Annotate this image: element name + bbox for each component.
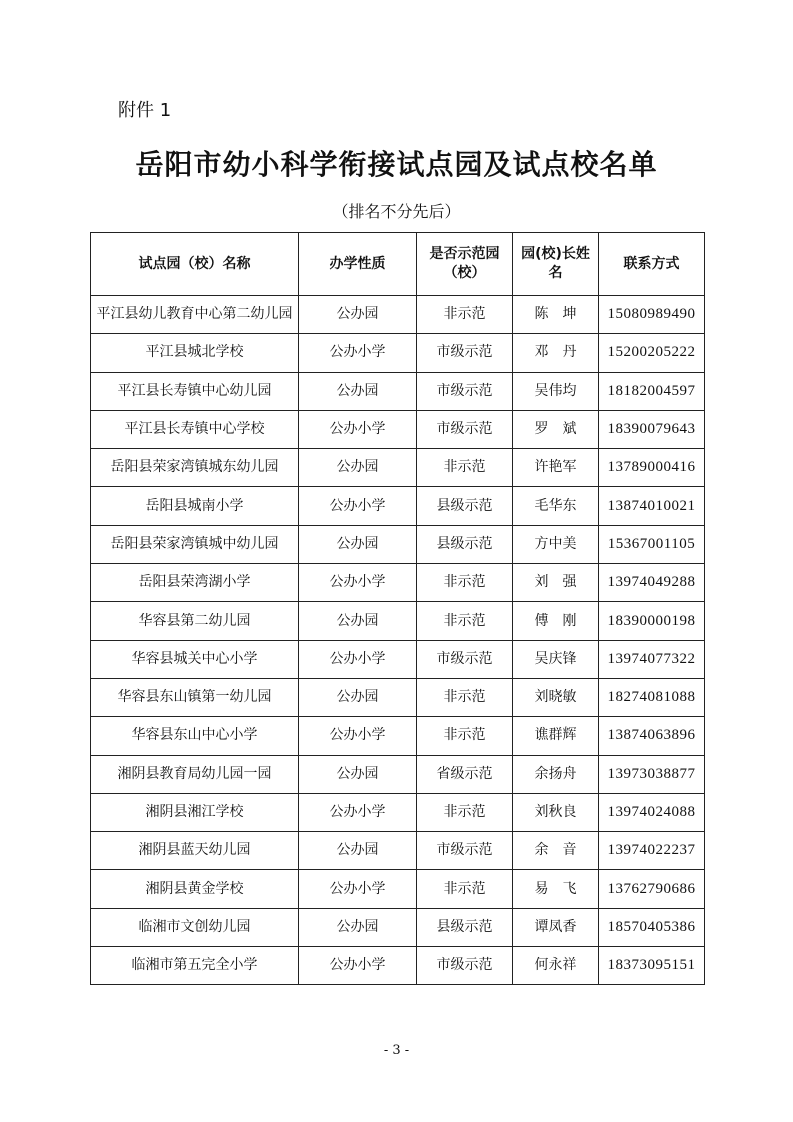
table-row xyxy=(91,564,705,602)
cell-phone: 13973038877 xyxy=(599,755,705,793)
document-title: 岳阳市幼小科学衔接试点园及试点校名单 xyxy=(135,148,658,181)
cell-demonstration: 非示范 xyxy=(417,717,513,755)
table-row xyxy=(91,908,705,946)
cell-phone: 13762790686 xyxy=(599,870,705,908)
cell-nature: 公办园 xyxy=(299,755,417,793)
cell-school-name: 平江县城北学校 xyxy=(91,334,299,372)
cell-phone: 13874010021 xyxy=(599,487,705,525)
cell-nature: 公办园 xyxy=(299,525,417,563)
cell-demonstration: 非示范 xyxy=(417,678,513,716)
cell-principal: 刘 强 xyxy=(513,564,599,602)
cell-phone: 18182004597 xyxy=(599,372,705,410)
cell-demonstration: 非示范 xyxy=(417,793,513,831)
cell-school-name: 岳阳县城南小学 xyxy=(91,487,299,525)
table-row xyxy=(91,947,705,985)
cell-nature: 公办园 xyxy=(299,296,417,334)
table-body xyxy=(91,296,705,985)
cell-phone: 13974049288 xyxy=(599,564,705,602)
cell-nature: 公办园 xyxy=(299,449,417,487)
cell-phone: 13974024088 xyxy=(599,793,705,831)
cell-phone: 13974077322 xyxy=(599,640,705,678)
cell-demonstration: 非示范 xyxy=(417,602,513,640)
cell-phone: 18570405386 xyxy=(599,908,705,946)
cell-nature: 公办小学 xyxy=(299,717,417,755)
table-row xyxy=(91,793,705,831)
pilot-list-table xyxy=(90,232,705,985)
header-demonstration: 是否示范园（校） xyxy=(417,233,513,296)
cell-demonstration: 县级示范 xyxy=(417,908,513,946)
cell-school-name: 平江县幼儿教育中心第二幼儿园 xyxy=(91,296,299,334)
cell-nature: 公办园 xyxy=(299,602,417,640)
cell-demonstration: 非示范 xyxy=(417,564,513,602)
cell-principal: 谯群辉 xyxy=(513,717,599,755)
cell-demonstration: 县级示范 xyxy=(417,487,513,525)
cell-principal: 方中美 xyxy=(513,525,599,563)
cell-school-name: 湘阴县湘江学校 xyxy=(91,793,299,831)
cell-phone: 15080989490 xyxy=(599,296,705,334)
cell-demonstration: 市级示范 xyxy=(417,410,513,448)
header-principal: 园(校)长姓名 xyxy=(513,233,599,296)
table-row xyxy=(91,602,705,640)
cell-nature: 公办小学 xyxy=(299,564,417,602)
cell-demonstration: 县级示范 xyxy=(417,525,513,563)
table-row xyxy=(91,525,705,563)
cell-principal: 吴庆锋 xyxy=(513,640,599,678)
cell-school-name: 湘阴县蓝天幼儿园 xyxy=(91,832,299,870)
cell-nature: 公办园 xyxy=(299,372,417,410)
table-row xyxy=(91,296,705,334)
cell-phone: 15367001105 xyxy=(599,525,705,563)
cell-school-name: 岳阳县荣家湾镇城中幼儿园 xyxy=(91,525,299,563)
header-contact: 联系方式 xyxy=(599,233,705,296)
cell-phone: 15200205222 xyxy=(599,334,705,372)
cell-nature: 公办小学 xyxy=(299,640,417,678)
table-row xyxy=(91,372,705,410)
cell-school-name: 华容县第二幼儿园 xyxy=(91,602,299,640)
cell-nature: 公办园 xyxy=(299,678,417,716)
cell-phone: 13974022237 xyxy=(599,832,705,870)
table-header-row xyxy=(91,233,705,296)
cell-school-name: 临湘市第五完全小学 xyxy=(91,947,299,985)
cell-school-name: 岳阳县荣湾湖小学 xyxy=(91,564,299,602)
cell-phone: 18274081088 xyxy=(599,678,705,716)
cell-nature: 公办小学 xyxy=(299,410,417,448)
table-row xyxy=(91,717,705,755)
page-number: - 3 - xyxy=(383,1043,410,1058)
header-name: 试点园（校）名称 xyxy=(91,233,299,296)
cell-principal: 陈 坤 xyxy=(513,296,599,334)
header-nature: 办学性质 xyxy=(299,233,417,296)
cell-nature: 公办小学 xyxy=(299,487,417,525)
document-subtitle: （排名不分先后） xyxy=(332,202,461,221)
cell-nature: 公办园 xyxy=(299,908,417,946)
cell-principal: 何永祥 xyxy=(513,947,599,985)
cell-principal: 邓 丹 xyxy=(513,334,599,372)
cell-school-name: 平江县长寿镇中心学校 xyxy=(91,410,299,448)
cell-school-name: 临湘市文创幼儿园 xyxy=(91,908,299,946)
cell-principal: 刘晓敏 xyxy=(513,678,599,716)
cell-demonstration: 市级示范 xyxy=(417,640,513,678)
cell-principal: 刘秋良 xyxy=(513,793,599,831)
table-row xyxy=(91,755,705,793)
cell-phone: 18390079643 xyxy=(599,410,705,448)
table-row xyxy=(91,410,705,448)
cell-nature: 公办小学 xyxy=(299,870,417,908)
table-row xyxy=(91,449,705,487)
cell-principal: 傅 刚 xyxy=(513,602,599,640)
cell-school-name: 平江县长寿镇中心幼儿园 xyxy=(91,372,299,410)
cell-demonstration: 非示范 xyxy=(417,449,513,487)
cell-nature: 公办小学 xyxy=(299,793,417,831)
cell-demonstration: 非示范 xyxy=(417,870,513,908)
table-row xyxy=(91,334,705,372)
cell-school-name: 湘阴县黄金学校 xyxy=(91,870,299,908)
cell-nature: 公办小学 xyxy=(299,334,417,372)
cell-demonstration: 市级示范 xyxy=(417,334,513,372)
cell-principal: 谭凤香 xyxy=(513,908,599,946)
cell-school-name: 湘阴县教育局幼儿园一园 xyxy=(91,755,299,793)
cell-principal: 易 飞 xyxy=(513,870,599,908)
cell-demonstration: 市级示范 xyxy=(417,372,513,410)
cell-principal: 毛华东 xyxy=(513,487,599,525)
cell-principal: 余 音 xyxy=(513,832,599,870)
table-row xyxy=(91,832,705,870)
table-row xyxy=(91,640,705,678)
table-row xyxy=(91,678,705,716)
attachment-label: 附件 1 xyxy=(118,100,172,121)
cell-demonstration: 市级示范 xyxy=(417,947,513,985)
table-row xyxy=(91,870,705,908)
cell-phone: 18373095151 xyxy=(599,947,705,985)
cell-phone: 13789000416 xyxy=(599,449,705,487)
cell-phone: 18390000198 xyxy=(599,602,705,640)
cell-school-name: 华容县东山中心小学 xyxy=(91,717,299,755)
cell-school-name: 岳阳县荣家湾镇城东幼儿园 xyxy=(91,449,299,487)
cell-nature: 公办小学 xyxy=(299,947,417,985)
cell-phone: 13874063896 xyxy=(599,717,705,755)
cell-principal: 许艳军 xyxy=(513,449,599,487)
cell-principal: 罗 斌 xyxy=(513,410,599,448)
table-row xyxy=(91,487,705,525)
cell-school-name: 华容县东山镇第一幼儿园 xyxy=(91,678,299,716)
cell-demonstration: 非示范 xyxy=(417,296,513,334)
cell-principal: 吴伟均 xyxy=(513,372,599,410)
cell-demonstration: 省级示范 xyxy=(417,755,513,793)
cell-principal: 余扬舟 xyxy=(513,755,599,793)
cell-demonstration: 市级示范 xyxy=(417,832,513,870)
cell-school-name: 华容县城关中心小学 xyxy=(91,640,299,678)
cell-nature: 公办园 xyxy=(299,832,417,870)
